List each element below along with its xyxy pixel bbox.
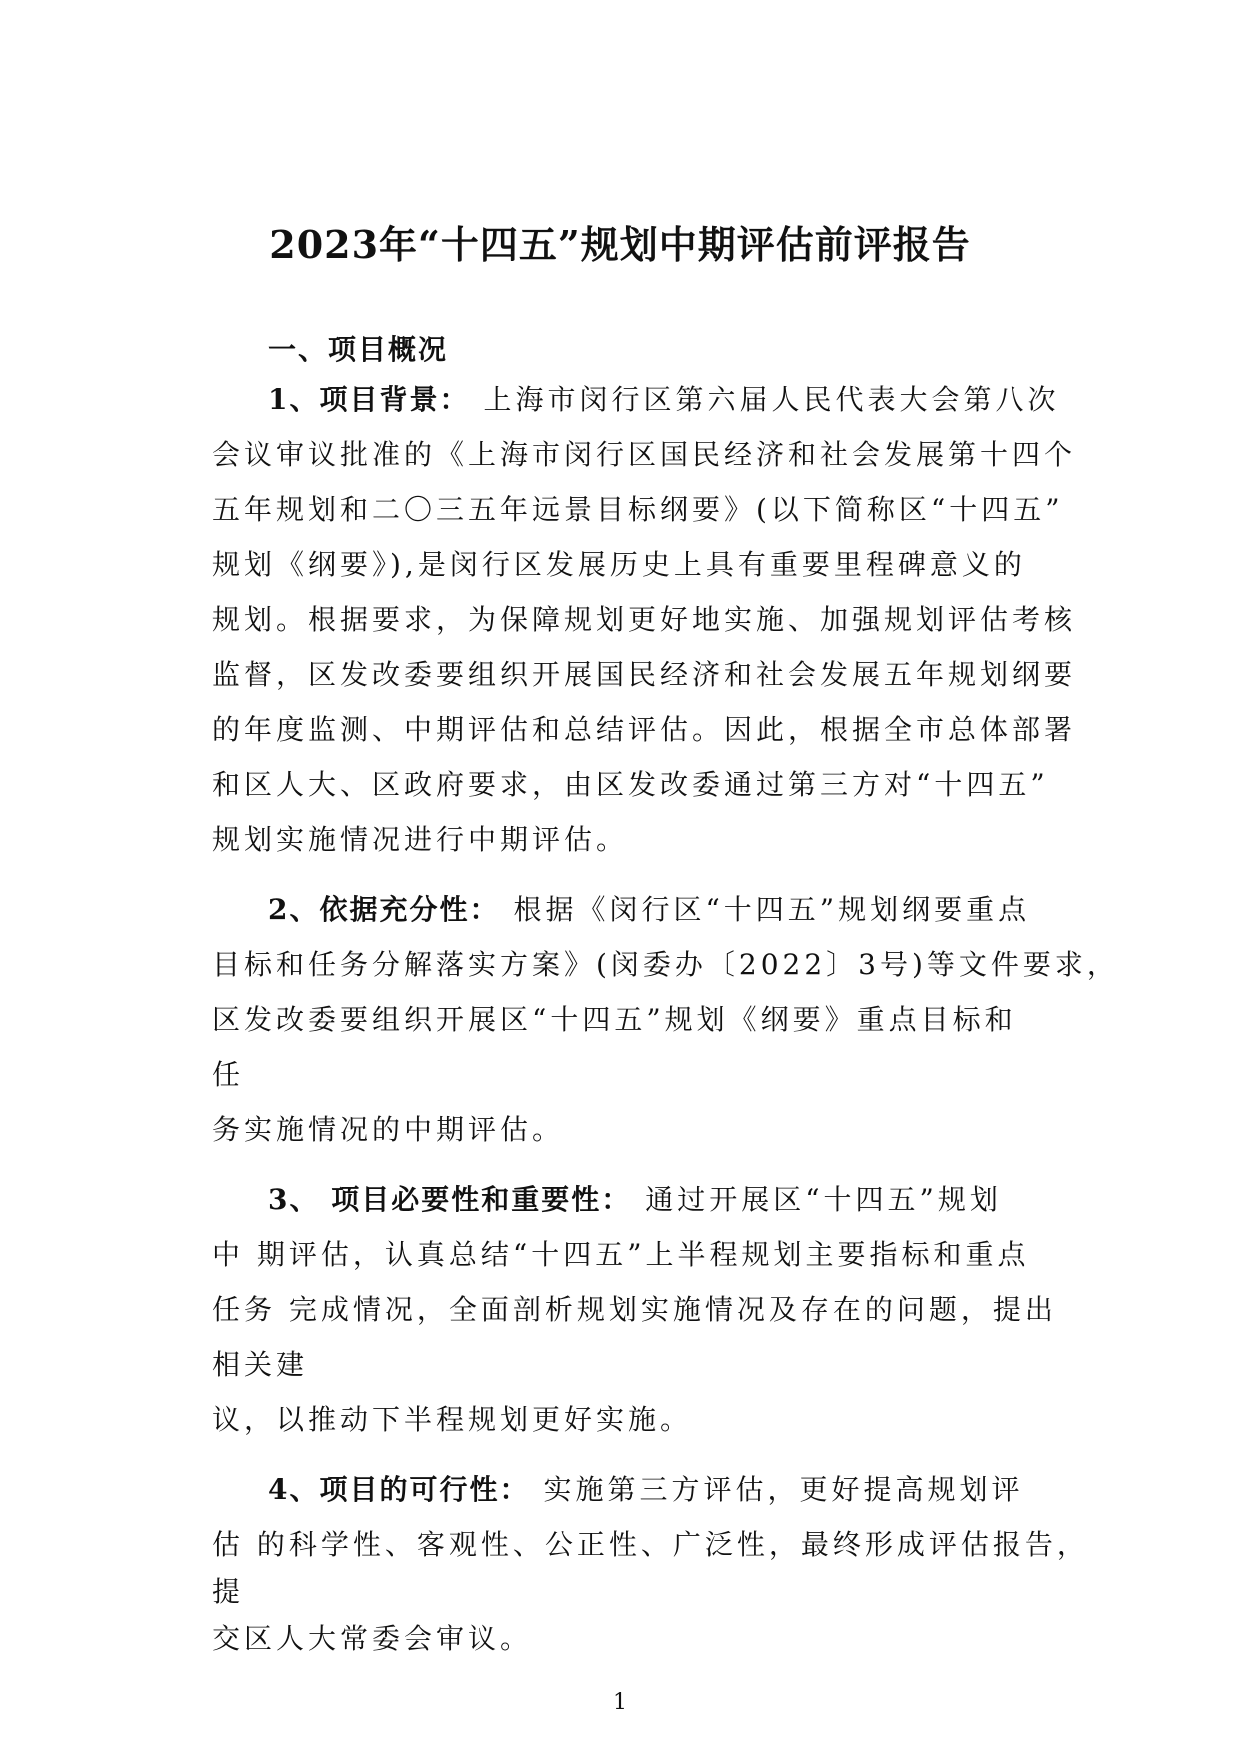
paragraph-line: 监督，区发改委要组织开展国民经济和社会发展五年规划纲要 [212, 658, 1077, 691]
necessity-text: 通过开展区“十四五”规划 [645, 1183, 1002, 1216]
paragraph-line: 务实施情况的中期评估。 [212, 1113, 565, 1146]
paragraph-line: 任 [212, 1058, 245, 1091]
paragraph-line: 中 期评估，认真总结“十四五”上半程规划主要指标和重点 [212, 1238, 1030, 1271]
paragraph-line: 估 的科学性、客观性、公正性、广泛性，最终形成评估报告， [212, 1528, 1089, 1561]
paragraph-line [268, 893, 1031, 926]
basis-label: 2、依据充分性： [268, 893, 500, 926]
paragraph-line: 目标和任务分解落实方案》(闵委办〔2022〕3号)等文件要求， [212, 948, 1119, 981]
document-title: 2023年“十四五”规划中期评估前评报告 [269, 222, 971, 267]
paragraph-line: 提 [212, 1575, 245, 1608]
paragraph-line [268, 1183, 1002, 1216]
feasibility-label: 4、项目的可行性： [268, 1473, 530, 1506]
background-text: 上海市闵行区第六届人民代表大会第八次 [483, 383, 1060, 416]
paragraph-line: 五年规划和二〇三五年远景目标纲要》(以下简称区“十四五” [212, 493, 1064, 526]
feasibility-text: 实施第三方评估，更好提高规划评 [543, 1473, 1024, 1506]
section-heading: 一、项目概况 [268, 333, 449, 366]
paragraph-line: 区发改委要组织开展区“十四五”规划《纲要》重点目标和 [212, 1003, 1017, 1036]
paragraph-line [268, 1473, 1024, 1506]
paragraph-line: 交区人大常委会审议。 [212, 1622, 533, 1655]
background-label: 1、项目背景： [268, 383, 470, 416]
paragraph-line [268, 383, 1060, 416]
basis-text: 根据《闵行区“十四五”规划纲要重点 [513, 893, 1031, 926]
necessity-label: 3、 项目必要性和重要性： [268, 1183, 632, 1216]
paragraph-line: 议，以推动下半程规划更好实施。 [212, 1403, 693, 1436]
paragraph-line: 规划实施情况进行中期评估。 [212, 823, 629, 856]
paragraph-line: 规划《纲要》),是闵行区发展历史上具有重要里程碑意义的 [212, 548, 1026, 581]
page-number: 1 [613, 1690, 627, 1715]
paragraph-line: 和区人大、区政府要求，由区发改委通过第三方对“十四五” [212, 768, 1049, 801]
paragraph-line: 任务 完成情况，全面剖析规划实施情况及存在的问题，提出 [212, 1293, 1057, 1326]
paragraph-line: 的年度监测、中期评估和总结评估。因此，根据全市总体部署 [212, 713, 1077, 746]
paragraph-line: 会议审议批准的《上海市闵行区国民经济和社会发展第十四个 [212, 438, 1077, 471]
paragraph-line: 相关建 [212, 1348, 309, 1381]
paragraph-line: 规划。根据要求，为保障规划更好地实施、加强规划评估考核 [212, 603, 1077, 636]
